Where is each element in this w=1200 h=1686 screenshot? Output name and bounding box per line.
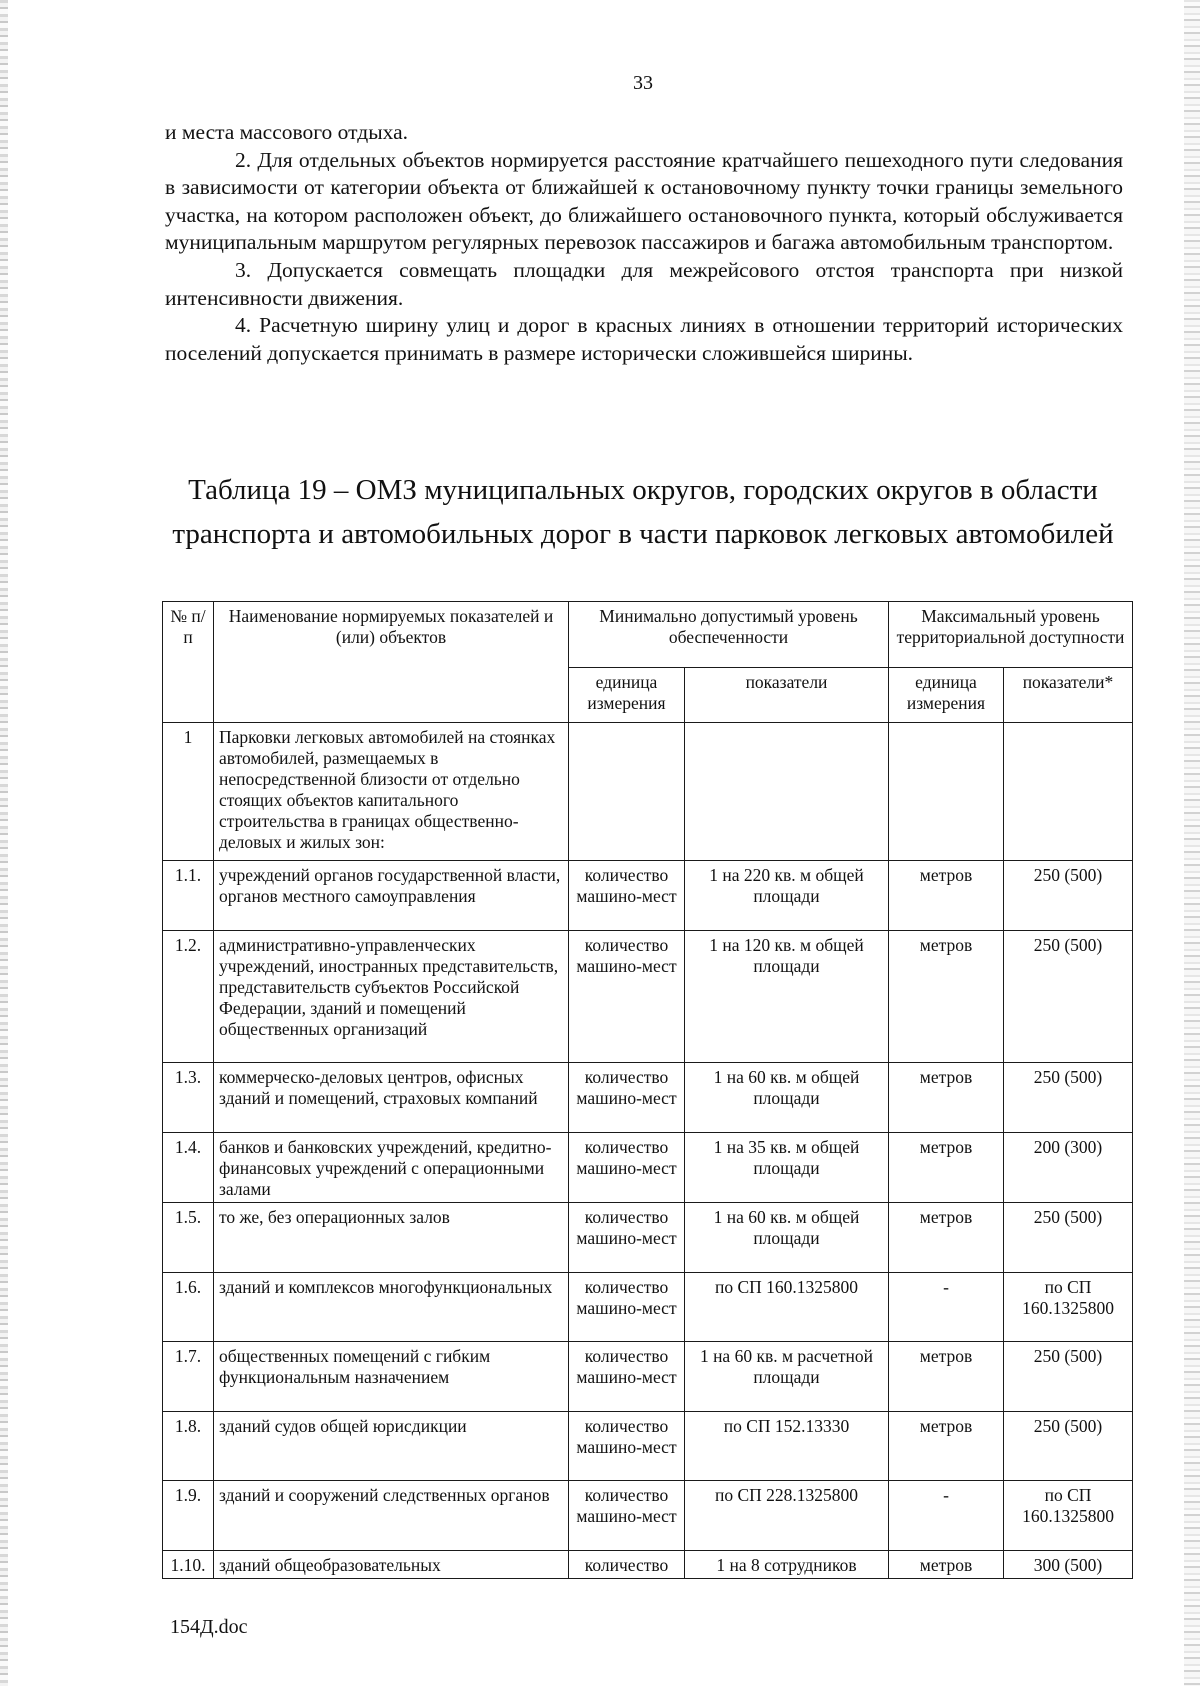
cell-min-unit: количество машино-мест: [569, 1133, 685, 1203]
cell-min-unit: количество машино-мест: [569, 1412, 685, 1481]
cell-max-value: [1004, 723, 1133, 861]
cell-name: зданий и комплексов многофункциональных: [214, 1273, 569, 1342]
cell-num: 1.7.: [163, 1342, 214, 1412]
scan-left-edge: [0, 0, 8, 1686]
cell-num: 1.6.: [163, 1273, 214, 1342]
table-row: [163, 1133, 1133, 1203]
table-row: [163, 931, 1133, 1063]
cell-name: банков и банковских учреждений, кредитно-финансовых учреждений с операционными залами: [214, 1133, 569, 1203]
cell-num: 1: [163, 723, 214, 861]
header-max-group: Максимальный уровень территориальной доступности: [889, 602, 1133, 668]
cell-name: общественных помещений с гибким функциональным назначением: [214, 1342, 569, 1412]
header-max-value: показатели*: [1004, 668, 1133, 723]
header-name: Наименование нормируемых показателей и (или) объектов: [214, 602, 569, 723]
cell-min-value: по СП 152.13330: [685, 1412, 889, 1481]
cell-min-value: 1 на 60 кв. м общей площади: [685, 1063, 889, 1133]
cell-name: учреждений органов государственной власти, органов местного самоуправления: [214, 861, 569, 931]
cell-max-value: 250 (500): [1004, 1203, 1133, 1273]
cell-max-unit: метров: [889, 1342, 1004, 1412]
cell-name: Парковки легковых автомобилей на стоянках автомобилей, размещаемых в непосредственной близости от отдельно стоящих объектов капитального строительства в границах общественно-деловых и жилых зон:: [214, 723, 569, 861]
cell-max-value: 250 (500): [1004, 1342, 1133, 1412]
paragraph: 2. Для отдельных объектов нормируется расстояние кратчайшего пешеходного пути следования в зависимости от категории объекта от ближайшей к остановочному пункту точки границы земельного участка, на котором расположен объект, до ближайшего остановочного пункта, который обслуживается муниципальным маршрутом регулярных перевозок пассажиров и багажа автомобильным транспортом.: [165, 147, 1123, 255]
table-row: [163, 1412, 1133, 1481]
cell-min-unit: количество машино-мест: [569, 861, 685, 931]
cell-max-unit: метров: [889, 861, 1004, 931]
cell-min-unit: количество машино-мест: [569, 931, 685, 1063]
cell-max-value: 200 (300): [1004, 1133, 1133, 1203]
cell-min-unit: количество машино-мест: [569, 1063, 685, 1133]
cell-max-value: по СП 160.1325800: [1004, 1273, 1133, 1342]
cell-name: административно-управленческих учреждений, иностранных представительств, представительств субъектов Российской Федерации, зданий и помещений общественных организаций: [214, 931, 569, 1063]
cell-min-value: 1 на 8 сотрудников: [685, 1551, 889, 1579]
cell-name: зданий судов общей юрисдикции: [214, 1412, 569, 1481]
cell-min-unit: количество машино-мест: [569, 1342, 685, 1412]
cell-min-unit: количество машино-мест: [569, 1273, 685, 1342]
table-row: [163, 1273, 1133, 1342]
cell-num: 1.9.: [163, 1481, 214, 1551]
header-min-group: Минимально допустимый уровень обеспеченности: [569, 602, 889, 668]
cell-min-unit: количество машино-мест: [569, 1481, 685, 1551]
table-row: [163, 1063, 1133, 1133]
cell-max-unit: -: [889, 1273, 1004, 1342]
page-number: 33: [633, 72, 653, 94]
file-name-footer: 154Д.doc: [170, 1616, 248, 1638]
cell-max-unit: метров: [889, 931, 1004, 1063]
cell-max-unit: метров: [889, 1551, 1004, 1579]
table-row: [163, 1551, 1133, 1579]
cell-min-value: 1 на 60 кв. м расчетной площади: [685, 1342, 889, 1412]
cell-max-unit: метров: [889, 1412, 1004, 1481]
paragraph: и места массового отдыха.: [165, 120, 409, 144]
cell-num: 1.5.: [163, 1203, 214, 1273]
cell-num: 1.10.: [163, 1551, 214, 1579]
cell-max-value: 300 (500): [1004, 1551, 1133, 1579]
paragraph: 3. Допускается совмещать площадки для межрейсового отстоя транспорта при низкой интенсивности движения.: [165, 257, 1123, 310]
cell-min-value: по СП 228.1325800: [685, 1481, 889, 1551]
cell-min-unit: [569, 723, 685, 861]
cell-max-unit: метров: [889, 1203, 1004, 1273]
cell-name: зданий и сооружений следственных органов: [214, 1481, 569, 1551]
cell-min-value: по СП 160.1325800: [685, 1273, 889, 1342]
cell-num: 1.2.: [163, 931, 214, 1063]
cell-min-value: 1 на 220 кв. м общей площади: [685, 861, 889, 931]
cell-min-unit: количество: [569, 1551, 685, 1579]
cell-min-value: [685, 723, 889, 861]
header-min-value: показатели: [685, 668, 889, 723]
cell-num: 1.8.: [163, 1412, 214, 1481]
cell-max-unit: метров: [889, 1133, 1004, 1203]
table-row: [163, 1203, 1133, 1273]
scan-right-edge: [1184, 0, 1200, 1686]
cell-max-unit: метров: [889, 1063, 1004, 1133]
paragraph: 4. Расчетную ширину улиц и дорог в красных линиях в отношении территорий исторических поселений допускается принимать в размере исторически сложившейся ширины.: [165, 313, 1123, 365]
cell-min-value: 1 на 35 кв. м общей площади: [685, 1133, 889, 1203]
table-row: [163, 723, 1133, 861]
cell-name: коммерческо-деловых центров, офисных зданий и помещений, страховых компаний: [214, 1063, 569, 1133]
header-max-unit: единица измерения: [889, 668, 1004, 723]
cell-max-value: по СП 160.1325800: [1004, 1481, 1133, 1551]
cell-max-value: 250 (500): [1004, 1412, 1133, 1481]
header-num: № п/п: [163, 602, 214, 723]
body-text: [165, 119, 1123, 367]
cell-min-value: 1 на 60 кв. м общей площади: [685, 1203, 889, 1273]
cell-num: 1.3.: [163, 1063, 214, 1133]
table-row: [163, 1342, 1133, 1412]
cell-max-value: 250 (500): [1004, 931, 1133, 1063]
cell-min-unit: количество машино-мест: [569, 1203, 685, 1273]
table-row: [163, 861, 1133, 931]
norms-table: [162, 601, 1133, 1579]
cell-max-value: 250 (500): [1004, 1063, 1133, 1133]
cell-name: зданий общеобразовательных: [214, 1551, 569, 1579]
table-row: [163, 1481, 1133, 1551]
cell-num: 1.4.: [163, 1133, 214, 1203]
table-title: Таблица 19 – ОМЗ муниципальных округов, городских округов в области транспорта и автомобильных дорог в части парковок легковых автомобилей: [172, 474, 1114, 550]
cell-max-unit: [889, 723, 1004, 861]
cell-min-value: 1 на 120 кв. м общей площади: [685, 931, 889, 1063]
cell-max-unit: -: [889, 1481, 1004, 1551]
cell-name: то же, без операционных залов: [214, 1203, 569, 1273]
header-min-unit: единица измерения: [569, 668, 685, 723]
cell-num: 1.1.: [163, 861, 214, 931]
cell-max-value: 250 (500): [1004, 861, 1133, 931]
